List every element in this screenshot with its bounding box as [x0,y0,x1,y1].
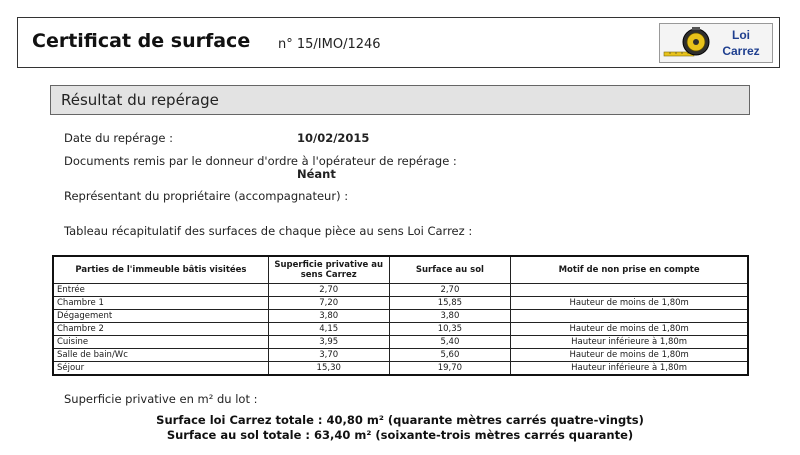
exclusion-reason: Hauteur de moins de 1,80m [511,297,748,310]
column-header: Surface au sol [389,256,511,284]
superficie-label: Superficie privative en m² du lot : [64,392,258,406]
carrez-surface: 3,80 [268,310,389,323]
exclusion-reason [511,284,748,297]
tableau-label: Tableau récapitulatif des surfaces de chaque pièce au sens Loi Carrez : [64,224,473,238]
room-name: Cuisine [53,336,268,349]
table-row [53,323,748,336]
room-name: Salle de bain/Wc [53,349,268,362]
floor-surface: 3,80 [389,310,511,323]
column-header: Superficie privative au sens Carrez [268,256,389,284]
date-value: 10/02/2015 [297,131,370,145]
measuring-tape-icon [662,26,710,60]
page-title: Certificat de surface [32,30,251,52]
floor-surface: 5,60 [389,349,511,362]
logo-label [712,27,770,59]
carrez-surface: 15,30 [268,362,389,376]
documents-value: Néant [297,167,336,181]
sol-total: Surface au sol totale : 63,40 m² (soixante-trois mètres carrés quarante) [166,428,634,442]
floor-surface: 5,40 [389,336,511,349]
certificate-header [17,17,780,68]
floor-surface: 10,35 [389,323,511,336]
column-header: Parties de l'immeuble bâtis visitées [53,256,268,284]
logo-line-1: Loi [732,28,750,42]
certificate-number: n° 15/IMO/1246 [278,37,381,52]
carrez-surface: 3,70 [268,349,389,362]
floor-surface: 2,70 [389,284,511,297]
table-row [53,336,748,349]
room-name: Entrée [53,284,268,297]
carrez-total: Surface loi Carrez totale : 40,80 m² (quarante mètres carrés quatre-vingts) [156,413,644,427]
exclusion-reason: Hauteur de moins de 1,80m [511,323,748,336]
logo-line-2: Carrez [722,44,760,58]
table-row [53,362,748,376]
floor-surface: 19,70 [389,362,511,376]
carrez-surface: 3,95 [268,336,389,349]
exclusion-reason: Hauteur inférieure à 1,80m [511,336,748,349]
representant-label: Représentant du propriétaire (accompagnateur) : [64,189,349,203]
carrez-surface: 4,15 [268,323,389,336]
table-row [53,310,748,323]
section-header [50,85,750,115]
column-header: Motif de non prise en compte [511,256,748,284]
table-row [53,297,748,310]
exclusion-reason: Hauteur inférieure à 1,80m [511,362,748,376]
exclusion-reason [511,310,748,323]
loi-carrez-logo [659,23,773,63]
documents-label: Documents remis par le donneur d'ordre à l'opérateur de repérage : [64,154,457,168]
table-header-row [53,256,748,284]
carrez-surface: 2,70 [268,284,389,297]
table-row [53,284,748,297]
section-title: Résultat du repérage [61,91,219,109]
floor-surface: 15,85 [389,297,511,310]
carrez-surface: 7,20 [268,297,389,310]
room-name: Séjour [53,362,268,376]
room-name: Chambre 2 [53,323,268,336]
date-label: Date du repérage : [64,131,173,145]
room-name: Dégagement [53,310,268,323]
surface-table [52,255,749,376]
room-name: Chambre 1 [53,297,268,310]
table-row [53,349,748,362]
exclusion-reason: Hauteur de moins de 1,80m [511,349,748,362]
